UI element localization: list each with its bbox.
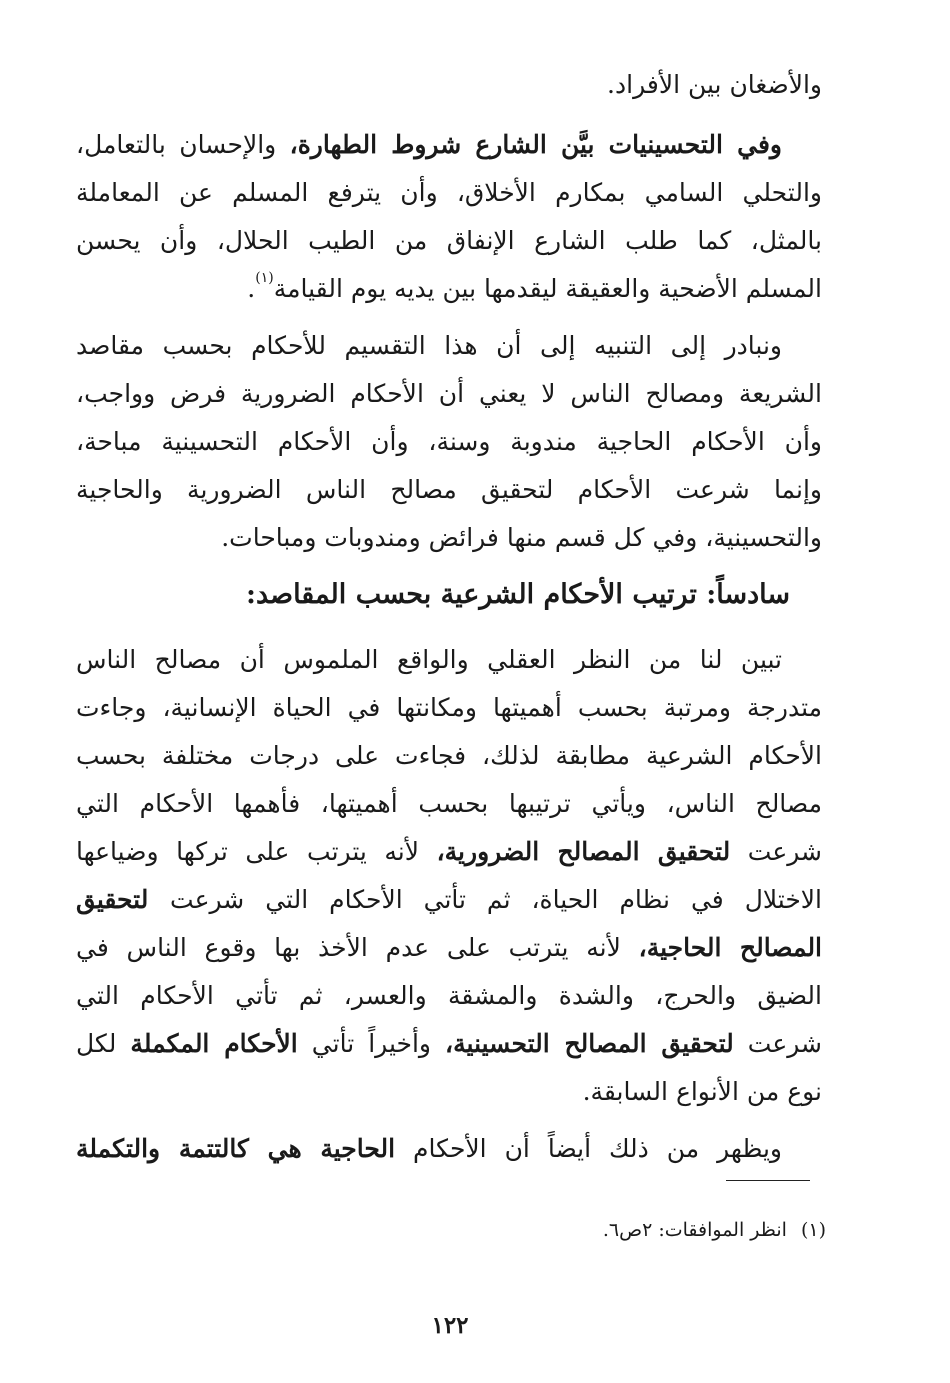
text-line-5 [76, 265, 822, 313]
text-line-19 [76, 1020, 822, 1068]
text-line-6: ونبادر إلى التنبيه إلى أن هذا التقسيم للأحكام بحسب مقاصد [76, 331, 782, 360]
bold-phrase-mukammila: الأحكام المكملة [130, 1029, 298, 1058]
bold-phrase-tahsiniya: لتحقيق المصالح التحسينية، [445, 1029, 734, 1058]
line-text: لأنه يترتب على عدم الأخذ بها وقوع الناس في [76, 933, 639, 962]
text-line-1 [76, 61, 822, 109]
text-line-14: مصالح الناس، ويأتي ترتيبها بحسب أهميتها، فأهمها الأحكام التي [76, 789, 822, 818]
line-text: الاختلال في نظام الحياة، ثم تأتي الأحكام التي شرعت [170, 885, 822, 914]
line-text: وأخيراً تأتي [297, 1029, 446, 1058]
bold-phrase-hajiya-tatimma: الحاجية هي كالتتمة والتكملة [76, 1134, 396, 1163]
text-line-21 [76, 1125, 782, 1173]
text-line-15 [76, 828, 822, 876]
line-text: لأنه يترتب على تركها وضياعها [76, 837, 437, 866]
bold-phrase-tahsiniyat: وفي التحسينيات بيَّن الشارع شروط الطهارة، [289, 130, 782, 159]
section-heading: سادساً: ترتيب الأحكام الشرعية بحسب المقاصد: [246, 579, 790, 610]
line-text: والإحسان بالتعامل، [76, 130, 290, 159]
line-text: شرعت [730, 837, 822, 866]
text-line-10: والتحسينية، وفي كل قسم منها فرائض ومندوبات ومباحات. [221, 523, 822, 552]
footnote-divider [726, 1180, 810, 1181]
line-end-period: . [247, 274, 256, 303]
text-line-12: متدرجة ومرتبة بحسب أهميتها ومكانتها في الحياة الإنسانية، وجاءت [76, 693, 822, 722]
text-line-3: والتحلي السامي بمكارم الأخلاق، وأن يترفع المسلم عن المعاملة [76, 178, 822, 207]
text-line-13: الأحكام الشرعية مطابقة لذلك، فجاءت على درجات مختلفة بحسب [76, 741, 822, 770]
bold-phrase-hajiya: المصالح الحاجية، [638, 933, 822, 962]
line-text: شرعت [733, 1029, 822, 1058]
text-line-11: تبين لنا من النظر العقلي والواقع الملموس أن مصالح الناس [76, 645, 782, 674]
text-line-2 [76, 121, 782, 169]
text-line-7: الشريعة ومصالح الناس لا يعني أن الأحكام الضرورية فرض وواجب، [76, 379, 822, 408]
footnote-text: انظر الموافقات: ٢ص٦. [602, 1219, 787, 1241]
line-text: المسلم الأضحية والعقيقة ليقدمها بين يديه يوم القيامة [273, 274, 822, 303]
text-line-9: وإنما شرعت الأحكام لتحقيق مصالح الناس الضرورية والحاجية [76, 475, 822, 504]
page-number: ١٢٢ [431, 1312, 469, 1339]
footnote-number[interactable]: (١) [800, 1219, 826, 1241]
footnote [126, 1214, 826, 1246]
line-text: والأضغان بين الأفراد. [607, 70, 822, 99]
text-line-20: نوع من الأنواع السابقة. [582, 1077, 822, 1106]
text-line-8: وأن الأحكام الحاجية مندوبة وسنة، وأن الأحكام التحسينية مباحة، [76, 427, 822, 456]
footnote-reference[interactable]: (١) [255, 269, 274, 286]
text-line-16 [76, 876, 822, 924]
line-text: ويظهر من ذلك أيضاً أن الأحكام [395, 1134, 782, 1163]
bold-phrase-daruriya: لتحقيق المصالح الضرورية، [436, 837, 731, 866]
bold-phrase-li-tahqiq: لتحقيق [76, 885, 171, 914]
text-line-17 [76, 924, 822, 972]
text-line-18: الضيق والحرج، والشدة والمشقة والعسر، ثم تأتي الأحكام التي [76, 981, 822, 1010]
line-text: لكل [76, 1029, 131, 1058]
text-line-4: بالمثل، كما طلب الشارع الإنفاق من الطيب الحلال، وأن يحسن [76, 226, 822, 255]
